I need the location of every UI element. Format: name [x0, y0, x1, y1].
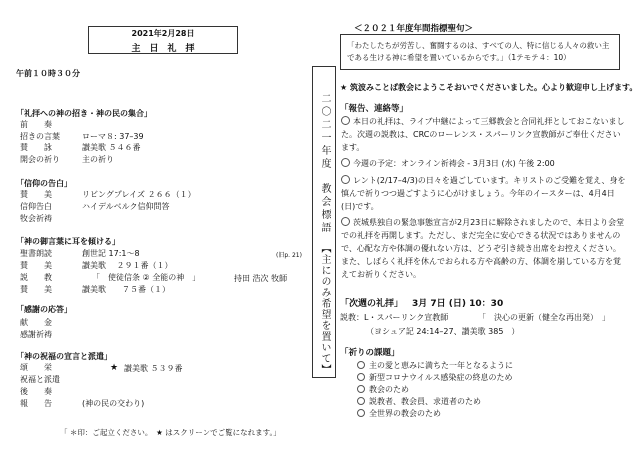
reading-page-ref: (旧p. 21) — [276, 252, 302, 259]
prayer-item: 主の愛と恵みに満ちた一年となるように — [357, 360, 513, 371]
verse-box — [340, 34, 620, 70]
section-heading-response: 「感謝の応答」 — [16, 305, 72, 314]
service-date: 2021年2月28日 — [131, 29, 195, 38]
notice-item: 茨城県独自の緊急事態宣言が2月23日に解除されましたので、本日より会堂での礼拝を再開します。ただし、まだ完全に安心できる状況ではありませんので、心配な方や体調の優れない方は、どうぞ引き続き出席をお控えください。また、しばらく礼拝を休んでおられる方や高齢の方、体調を崩している方を覚えてお祈りください。 — [341, 218, 625, 279]
order-row: 感謝祈祷 — [20, 330, 52, 339]
welcome-message: ★ 筑波みことば教会にようこそおいでくださいました。心より歓迎申し上げます。 — [340, 83, 638, 92]
bullet-icon — [341, 158, 350, 167]
order-row: 祝福と派遣 — [20, 375, 60, 384]
bullet-icon — [341, 116, 350, 125]
notice-item: レント(2/17–4/3)の日々を過ごしています。キリストのご受難を覚え、身を慎んで祈りつつ過ごすように心がけましょう。今年のイースターは、4月4日(日)です。 — [341, 176, 626, 211]
order-row: 賛 美 讃美歌 ７５番（１） — [20, 285, 170, 294]
notices-heading: 「報告、連絡等」 — [340, 104, 409, 114]
section-heading-confession: 「信仰の告白」 — [16, 179, 72, 188]
order-row: 説 教 「 使徒信条 ② 全能の神 」 — [20, 273, 201, 282]
service-title: 主 日 礼 拝 — [131, 44, 195, 54]
order-row: 後 奏 — [20, 387, 52, 396]
notice-item: 今週の予定：オンライン祈祷会 - 3月3日 (水) 午後 2:00 — [341, 157, 626, 170]
service-header-box — [88, 26, 238, 54]
bullet-icon — [357, 373, 365, 381]
order-row: 報 告 (神の民の交わり) — [20, 399, 145, 408]
order-row: 賛 美 讃美歌 ２９１番（１） — [20, 261, 173, 270]
prayer-item: 教会のため — [357, 384, 409, 395]
prayer-item: 新型コロナウイルス感染症の終息のため — [357, 372, 513, 383]
footnote: 「 ＊印：ご起立ください。 ★ はスクリーンでご覧になれます。」 — [60, 428, 281, 437]
church-motto-box — [312, 66, 336, 378]
section-heading-blessing: 「神の祝福の宣言と派遣」 — [16, 352, 112, 361]
next-sermon-scripture: （ヨシュア記 24:14–27、讃美歌 385 ） — [366, 327, 520, 336]
verse-box-title: ＜２０２１年度年間指標聖句＞ — [354, 24, 474, 34]
bullet-icon — [341, 217, 350, 226]
section-heading-call: 「礼拝への神の招き・神の民の集合」 — [16, 109, 152, 118]
sermon-preacher: 持田 浩次 牧師 — [234, 274, 288, 283]
prayer-item: 全世界の教会のため — [357, 408, 441, 419]
screen-star-icon: ★ — [110, 363, 119, 373]
order-row: 頌 栄 — [20, 363, 52, 372]
prayer-heading: 「祈りの課題」 — [340, 348, 400, 358]
bullet-icon — [357, 397, 365, 405]
order-row: 聖書朗読 創世記 17:1～8 — [20, 249, 140, 258]
doxology-hymn: 讃美歌 ５３９番 — [124, 364, 183, 373]
notice-item: 本日の礼拝は、ライブ中継によって三郷教会と合同礼拝としておこないました。次週の説教は、CRCのローレンス・スパーリンク宣教師がご奉仕くださいます。 — [341, 117, 625, 152]
next-worship-date: 3月 7日 (日) 10：30 — [412, 299, 504, 309]
order-row: 招きの言葉 ローマ８: 37–39 — [20, 132, 144, 141]
order-row: 牧会祈祷 — [20, 214, 52, 223]
order-row: 賛 美 リビングプレイズ ２６６（１） — [20, 190, 196, 199]
next-worship-heading: 「次週の礼拝」 — [340, 299, 404, 309]
verse-text: 「わたしたちが労苦し、奮闘するのは、すべての人、特に信じる人々の救い主である生ける神に希望を置いているからです。」（1テモテ４：10） — [347, 41, 610, 62]
order-row: 献 金 — [20, 318, 52, 327]
order-row: 賛 詠 讃美歌 ５４６番 — [20, 143, 141, 152]
prayer-item: 説教者、教会員、求道者のため — [357, 396, 481, 407]
section-heading-word: 「神の御言葉に耳を傾ける」 — [16, 237, 120, 246]
motto-label: 教会標語 — [319, 183, 330, 235]
bullet-icon — [357, 409, 365, 417]
order-row: 開会の祈り 主の祈り — [20, 155, 114, 164]
next-sermon-preacher: 説教：L・スパーリンク宣教師 — [340, 313, 449, 322]
service-time: 午前１０時３０分 — [16, 69, 80, 78]
motto-text: 【主にのみ希望を置いて】 — [319, 243, 330, 375]
bullet-icon — [357, 385, 365, 393]
motto-year: 二〇二一年度 — [319, 93, 330, 171]
order-row: 信仰告白 ハイデルベルク信仰問答 — [20, 202, 170, 211]
next-sermon-title: 「 決心の更新（健全な再出発） 」 — [478, 313, 610, 322]
bullet-icon — [341, 175, 350, 184]
order-row: 前 奏 — [20, 120, 52, 129]
bullet-icon — [357, 361, 365, 369]
